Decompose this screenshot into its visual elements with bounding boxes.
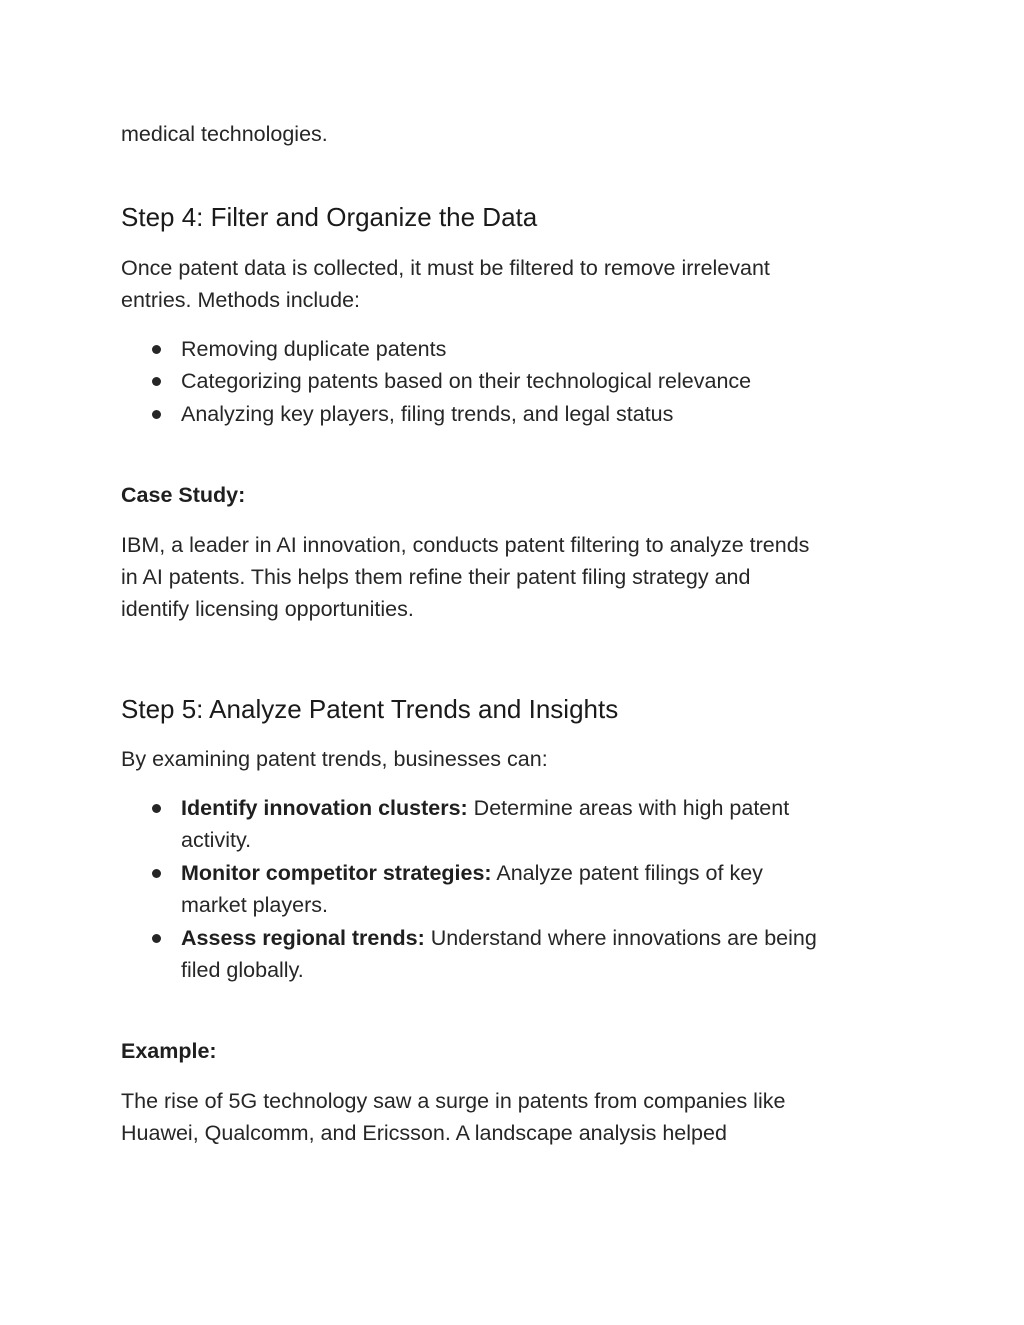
list-item-text: Removing duplicate patents: [181, 337, 447, 361]
step5-heading: Step 5: Analyze Patent Trends and Insights: [121, 694, 619, 724]
example-line: Huawei, Qualcomm, and Ericsson. A landscape analysis helped: [121, 1121, 727, 1145]
list-item: [121, 857, 817, 889]
example-label: Example:: [121, 1039, 217, 1063]
list-item-term: Identify innovation clusters:: [181, 796, 468, 820]
list-item-continuation: [121, 889, 817, 921]
bullet-icon: [152, 377, 161, 386]
step4-bullet-list: [121, 333, 751, 430]
step5-bullet-list: [121, 792, 817, 986]
list-item: [121, 398, 751, 430]
step4-intro-line: entries. Methods include:: [121, 288, 361, 312]
list-item-continuation: [121, 824, 817, 856]
bullet-icon: [152, 934, 161, 943]
list-item-text: Understand where innovations are being: [424, 925, 817, 950]
list-item-text: Analyze patent filings of key: [491, 860, 763, 885]
step4-intro-line: Once patent data is collected, it must be filtered to remove irrelevant: [121, 256, 770, 280]
list-item-text: market players.: [181, 893, 328, 918]
case-study-line: IBM, a leader in AI innovation, conducts patent filtering to analyze trends: [121, 533, 810, 557]
list-item-text: Categorizing patents based on their technological relevance: [181, 369, 752, 394]
continued-text: medical technologies.: [121, 122, 328, 146]
list-item: [121, 365, 751, 397]
list-item: [121, 333, 751, 365]
list-item-text: Determine areas with high patent: [467, 796, 790, 820]
list-item-text: filed globally.: [181, 958, 304, 983]
bullet-icon: [152, 345, 161, 354]
list-item-text: Analyzing key players, filing trends, and legal status: [181, 401, 674, 426]
case-study-line: identify licensing opportunities.: [121, 597, 414, 621]
list-item: [121, 792, 817, 824]
bullet-icon: [152, 804, 161, 813]
step5-intro: By examining patent trends, businesses can:: [121, 747, 548, 771]
list-item-continuation: [121, 954, 817, 986]
list-item-text: activity.: [181, 828, 252, 853]
step4-heading: Step 4: Filter and Organize the Data: [121, 202, 538, 232]
case-study-label: Case Study:: [121, 483, 246, 507]
case-study-line: in AI patents. This helps them refine their patent filing strategy and: [121, 565, 751, 589]
bullet-icon: [152, 869, 161, 878]
list-item-term: Monitor competitor strategies:: [181, 860, 492, 885]
bullet-icon: [152, 410, 161, 419]
list-item-term: Assess regional trends:: [181, 925, 425, 950]
example-line: The rise of 5G technology saw a surge in patents from companies like: [121, 1089, 786, 1113]
list-item: [121, 922, 817, 954]
